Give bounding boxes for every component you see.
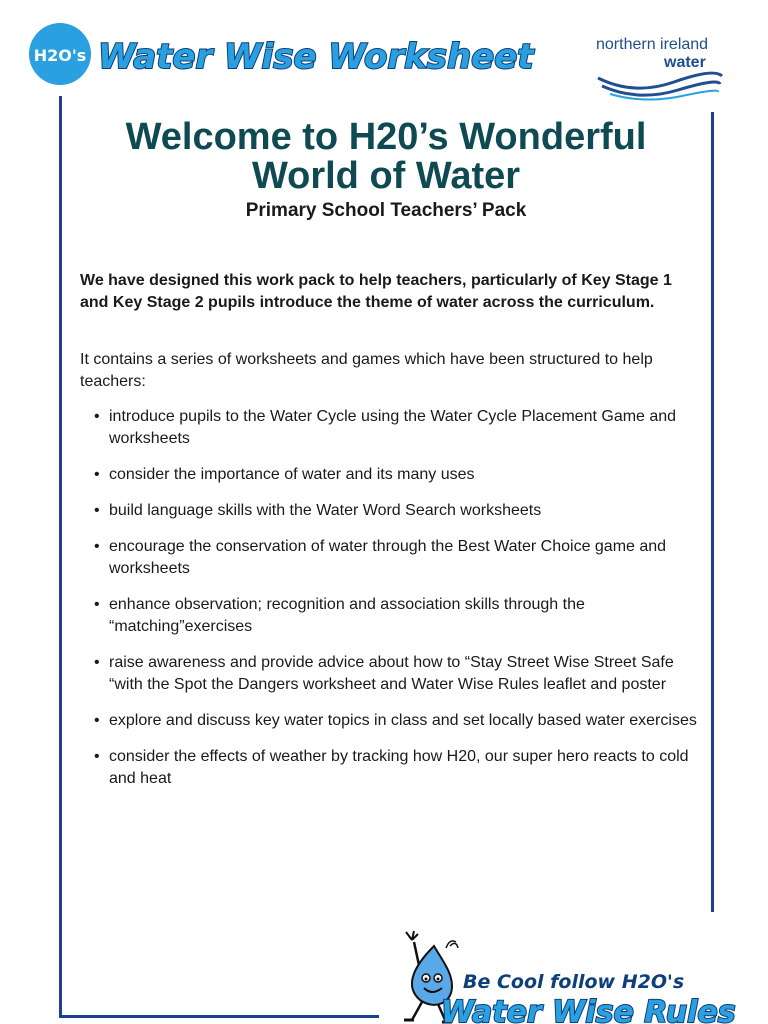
title-line1: Welcome to H20’s Wonderful xyxy=(125,116,647,158)
water-wise-rules-slogan xyxy=(435,960,768,1024)
list-item: • explore and discuss key water topics in class and set locally based water exercises xyxy=(94,710,704,732)
page-title xyxy=(62,118,710,196)
northern-ireland-water-logo xyxy=(590,34,730,100)
border-bottom xyxy=(59,1015,379,1018)
slogan-line1: Be Cool follow H2O's xyxy=(463,971,685,993)
list-item: • consider the importance of water and its many uses xyxy=(94,464,704,486)
slogan-line2: Water Wise Rules xyxy=(441,995,736,1024)
list-item: • enhance observation; recognition and association skills through the “matching”exercises xyxy=(94,594,704,638)
list-item: • raise awareness and provide advice about how to “Stay Street Wise Street Safe “with the Spot the Dangers worksheet and Water Wise Rules leaflet and poster xyxy=(94,652,704,696)
bullet-list xyxy=(94,406,704,804)
list-item: • introduce pupils to the Water Cycle using the Water Cycle Placement Game and worksheets xyxy=(94,406,704,450)
water-wise-worksheet-logo xyxy=(28,22,534,86)
intro-bold-paragraph: We have designed this work pack to help teachers, particularly of Key Stage 1 and Key Stage 2 pupils introduce the theme of water across the curriculum. xyxy=(80,272,672,311)
list-item: • build language skills with the Water Word Search worksheets xyxy=(94,500,704,522)
intro-paragraph: It contains a series of worksheets and games which have been structured to help teachers: xyxy=(80,351,653,390)
worksheet-title: Water Wise Worksheet xyxy=(98,37,534,77)
badge-text: H2O's xyxy=(33,46,87,65)
page-subtitle: Primary School Teachers’ Pack xyxy=(245,200,527,221)
list-item: • encourage the conservation of water through the Best Water Choice game and worksheets xyxy=(94,536,704,580)
title-line2: World of Water xyxy=(251,155,521,197)
list-item: • consider the effects of weather by tracking how H20, our super hero reacts to cold and heat xyxy=(94,746,704,790)
brand-line1: northern ireland xyxy=(596,36,709,53)
waves-icon xyxy=(594,70,724,100)
border-right xyxy=(711,112,714,912)
border-left xyxy=(59,96,62,1016)
brand-line2: water xyxy=(664,54,706,71)
